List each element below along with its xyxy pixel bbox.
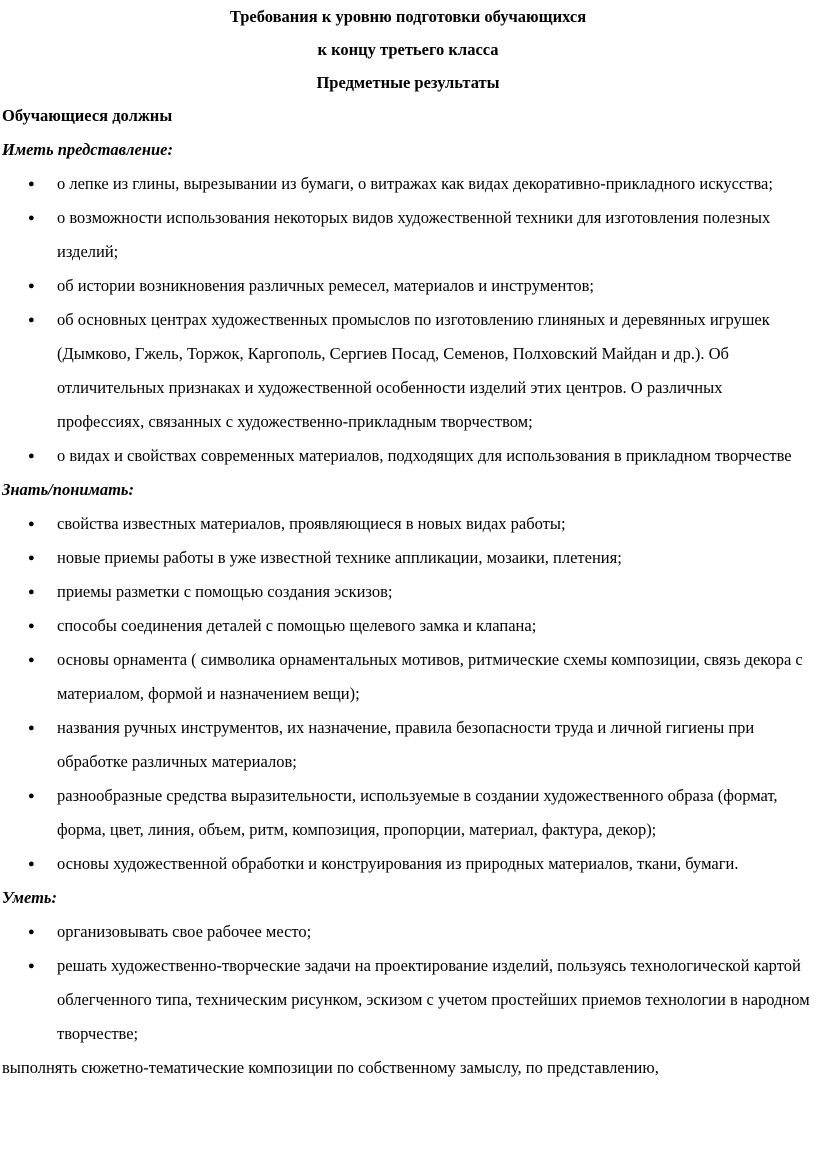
list-item-text: основы орнамента ( символика орнаментальных мотивов, ритмические схемы композиции, связь декора с материалом, формой и назначением вещи); <box>57 650 803 703</box>
bullet-icon: ● <box>28 926 35 938</box>
title-block <box>0 0 816 99</box>
title-line: Предметные результаты <box>316 73 500 92</box>
list-item-text: разнообразные средства выразительности, используемые в создании художественного образа (формат, форма, цвет, линия, объем, ритм, композиция, пропорции, материал, фактура, декор); <box>57 786 778 839</box>
list-item <box>0 269 816 303</box>
list-item <box>0 779 816 847</box>
list-item <box>0 643 816 711</box>
bullet-icon: ● <box>28 518 35 530</box>
list-item <box>0 609 816 643</box>
bullet-icon: ● <box>28 960 35 972</box>
section-heading: Иметь представление: <box>2 140 173 159</box>
list-item-text: об истории возникновения различных ремесел, материалов и инструментов; <box>57 276 594 295</box>
list-item <box>0 575 816 609</box>
bullet-icon: ● <box>28 620 35 632</box>
list-item <box>0 167 816 201</box>
bullet-icon: ● <box>28 178 35 190</box>
bullet-icon: ● <box>28 450 35 462</box>
list-item <box>0 541 816 575</box>
section-heading: Уметь: <box>2 888 57 907</box>
list-item-text: основы художественной обработки и конструирования из природных материалов, ткани, бумаги. <box>57 854 739 873</box>
list-item <box>0 949 816 1051</box>
list-item-text: способы соединения деталей с помощью щелевого замка и клапана; <box>57 616 537 635</box>
list-item <box>0 303 816 439</box>
bullet-icon: ● <box>28 654 35 666</box>
list-item <box>0 439 816 473</box>
list-item-text: названия ручных инструментов, их назначение, правила безопасности труда и личной гигиены при обработке различных материалов; <box>57 718 755 771</box>
list-item-text: решать художественно-творческие задачи на проектирование изделий, пользуясь технологической картой облегченного типа, техническим рисунком, эскизом с учетом простейших приемов технологии в народном творчестве; <box>57 956 810 1043</box>
bullet-icon: ● <box>28 314 35 326</box>
bullet-icon: ● <box>28 586 35 598</box>
bullet-list <box>0 167 816 473</box>
bullet-icon: ● <box>28 858 35 870</box>
bullet-list <box>0 507 816 881</box>
section-heading: Знать/понимать: <box>2 480 134 499</box>
list-item-text: свойства известных материалов, проявляющиеся в новых видах работы; <box>57 514 566 533</box>
list-item <box>0 915 816 949</box>
list-item-text: о видах и свойствах современных материалов, подходящих для использования в прикладном творчестве <box>57 446 792 465</box>
title-line: Требования к уровню подготовки обучающихся <box>229 7 587 26</box>
bullet-icon: ● <box>28 552 35 564</box>
list-item-text: об основных центрах художественных промыслов по изготовлению глиняных и деревянных игрушек (Дымково, Гжель, Торжок, Каргополь, Сергиев Посад, Семенов, Полховский Майдан и др.). Об отличительных признаках и художественной особенности изделий этих центров. О различных профессиях, связанных с художественно-прикладным творчеством; <box>57 310 770 431</box>
bullet-icon: ● <box>28 280 35 292</box>
list-item-text: о лепке из глины, вырезывании из бумаги, о витражах как видах декоративно-прикладного искусства; <box>57 174 773 193</box>
bullet-list <box>0 915 816 1051</box>
list-item <box>0 847 816 881</box>
list-item <box>0 507 816 541</box>
tail-text: выполнять сюжетно-тематические композиции по собственному замыслу, по представлению, <box>2 1058 659 1077</box>
list-item-text: новые приемы работы в уже известной технике аппликации, мозаики, плетения; <box>57 548 622 567</box>
bullet-icon: ● <box>28 722 35 734</box>
list-item <box>0 711 816 779</box>
list-item-text: о возможности использования некоторых видов художественной техники для изготовления полезных изделий; <box>57 208 771 261</box>
list-item-text: организовывать свое рабочее место; <box>57 922 312 941</box>
list-item-text: приемы разметки с помощью создания эскизов; <box>57 582 393 601</box>
intro-heading: Обучающиеся должны <box>2 106 173 125</box>
title-line: к концу третьего класса <box>317 40 499 59</box>
bullet-icon: ● <box>28 212 35 224</box>
list-item <box>0 201 816 269</box>
bullet-icon: ● <box>28 790 35 802</box>
sections <box>0 133 816 1051</box>
